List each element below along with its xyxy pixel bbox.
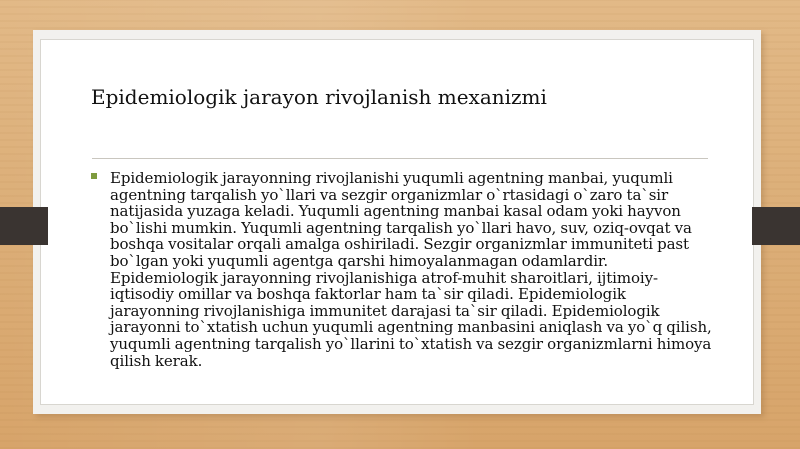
slide-title: Epidemiologik jarayon rivojlanish mexanizmi — [91, 85, 547, 109]
bullet-square-icon — [91, 173, 97, 179]
bullet-item-text: Epidemiologik jarayonning rivojlanishi yuqumli agentning manbai, yuqumli agentning tarqalish yo`llari va sezgir organizmlar o`rtasidagi o`zaro ta`sir natijasida yuzaga keladi. Yuqumli agentning manbai kasal odam yoki hayvon bo`lishi mumkin. Yuqumli agentning tarqalish yo`llari havo, suv, oziq-ovqat va boshqa vositalar orqali amalga oshiriladi. Sezgir organizmlar immuniteti past bo`lgan yoki yuqumli agentga qarshi himoyalanmagan odamlardir. Epidemiologik jarayonning rivojlanishiga atrof-muhit sharoitlari, ijtimoiy-iqtisodiy omillar va boshqa faktorlar ham ta`sir qiladi. Epidemiologik jarayonning rivojlanishiga immunitet darajasi ta`sir qiladi. Epidemiologik jarayonni to`xtatish uchun yuqumli agentning manbasini aniqlash va yo`q qilish, yuqumli agentning tarqalish yo`llarini to`xtatish va sezgir organizmlarni himoya qilish kerak. — [110, 169, 712, 370]
bullet-list — [91, 170, 713, 369]
right-side-tab — [752, 207, 800, 245]
left-side-tab — [0, 207, 48, 245]
title-divider — [92, 158, 708, 159]
